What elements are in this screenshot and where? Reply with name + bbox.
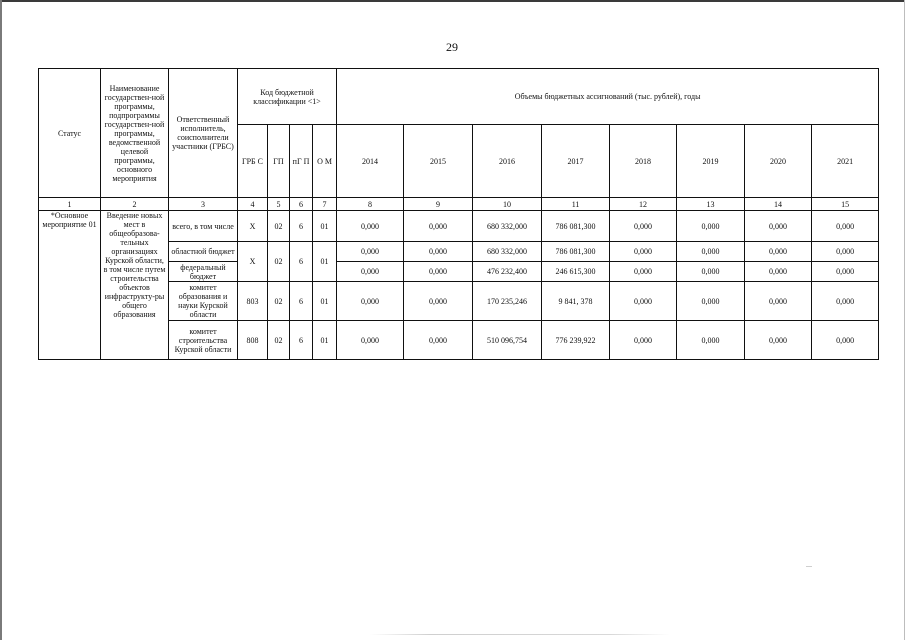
value-cell: 0,000: [745, 282, 812, 321]
column-number: 5: [268, 198, 290, 211]
pgp-cell: 6: [290, 211, 313, 242]
header-year: 2015: [404, 125, 473, 198]
value-cell: 0,000: [812, 321, 879, 360]
header-volumes: Объемы бюджетных ассигнований (тыс. рублей), годы: [337, 69, 879, 125]
value-cell: 0,000: [745, 211, 812, 242]
column-number: 14: [745, 198, 812, 211]
value-cell: 0,000: [677, 282, 745, 321]
gp-cell: 02: [268, 282, 290, 321]
header-year: 2018: [610, 125, 677, 198]
responsible-cell: федеральный бюджет: [169, 262, 238, 282]
column-number: 13: [677, 198, 745, 211]
header-year: 2021: [812, 125, 879, 198]
column-number: 8: [337, 198, 404, 211]
value-cell: 0,000: [404, 282, 473, 321]
value-cell: 680 332,000: [473, 242, 542, 262]
column-number: 12: [610, 198, 677, 211]
column-number: 3: [169, 198, 238, 211]
value-cell: 0,000: [610, 321, 677, 360]
value-cell: 786 081,300: [542, 242, 610, 262]
grbs-cell: 808: [238, 321, 268, 360]
value-cell: 0,000: [812, 262, 879, 282]
pgp-cell: 6: [290, 321, 313, 360]
value-cell: 0,000: [610, 242, 677, 262]
column-number: 7: [313, 198, 337, 211]
scan-edge-left: [0, 0, 2, 640]
value-cell: 0,000: [337, 282, 404, 321]
value-cell: 0,000: [610, 211, 677, 242]
scan-speck: [806, 566, 812, 567]
value-cell: 0,000: [677, 211, 745, 242]
om-cell: 01: [313, 282, 337, 321]
value-cell: 0,000: [745, 262, 812, 282]
om-cell: 01: [313, 321, 337, 360]
value-cell: 0,000: [812, 242, 879, 262]
value-cell: 0,000: [337, 262, 404, 282]
header-year: 2017: [542, 125, 610, 198]
value-cell: 0,000: [677, 262, 745, 282]
value-cell: 0,000: [337, 242, 404, 262]
column-number: 10: [473, 198, 542, 211]
value-cell: 9 841, 378: [542, 282, 610, 321]
value-cell: 510 096,754: [473, 321, 542, 360]
column-number: 15: [812, 198, 879, 211]
value-cell: 786 081,300: [542, 211, 610, 242]
program-name-cell: Введение новых мест в общеобразова-тельных организациях Курской области, в том числе путем строительства объектов инфраструкту-ры общего образования: [101, 211, 169, 360]
responsible-cell: комитет строительства Курской области: [169, 321, 238, 360]
header-year: 2016: [473, 125, 542, 198]
value-cell: 0,000: [404, 262, 473, 282]
column-number: 4: [238, 198, 268, 211]
responsible-cell: всего, в том числе: [169, 211, 238, 242]
column-number: 6: [290, 198, 313, 211]
value-cell: 0,000: [812, 282, 879, 321]
header-gp: ГП: [268, 125, 290, 198]
column-number-row: [39, 198, 879, 211]
header-status: Статус: [39, 69, 101, 198]
value-cell: 246 615,300: [542, 262, 610, 282]
header-year: 2020: [745, 125, 812, 198]
scan-bleed-through: [370, 634, 670, 635]
om-cell: 01: [313, 211, 337, 242]
grbs-cell: Х: [238, 242, 268, 282]
value-cell: 476 232,400: [473, 262, 542, 282]
value-cell: 0,000: [404, 242, 473, 262]
value-cell: 0,000: [404, 321, 473, 360]
header-row-1: [39, 69, 879, 125]
responsible-cell: областной бюджет: [169, 242, 238, 262]
column-number: 1: [39, 198, 101, 211]
value-cell: 0,000: [677, 321, 745, 360]
value-cell: 0,000: [745, 242, 812, 262]
gp-cell: 02: [268, 321, 290, 360]
responsible-cell: комитет образования и науки Курской области: [169, 282, 238, 321]
column-number: 11: [542, 198, 610, 211]
header-grbs: ГРБ С: [238, 125, 268, 198]
value-cell: 0,000: [610, 262, 677, 282]
value-cell: 0,000: [812, 211, 879, 242]
page-number: 29: [446, 40, 458, 54]
value-cell: 0,000: [337, 211, 404, 242]
value-cell: 0,000: [337, 321, 404, 360]
budget-table: [38, 68, 879, 360]
pgp-cell: 6: [290, 282, 313, 321]
grbs-cell: Х: [238, 211, 268, 242]
header-year: 2014: [337, 125, 404, 198]
header-responsible: Ответственный исполнитель, соисполнители участники (ГРБС): [169, 69, 238, 198]
value-cell: 0,000: [745, 321, 812, 360]
status-cell: *Основное мероприятие 01: [39, 211, 101, 360]
grbs-cell: 803: [238, 282, 268, 321]
value-cell: 0,000: [610, 282, 677, 321]
column-number: 9: [404, 198, 473, 211]
pgp-cell: 6: [290, 242, 313, 282]
column-number: 2: [101, 198, 169, 211]
header-om: О М: [313, 125, 337, 198]
om-cell: 01: [313, 242, 337, 282]
scan-edge-top: [0, 0, 905, 2]
value-cell: 0,000: [677, 242, 745, 262]
header-pgp: пГ П: [290, 125, 313, 198]
gp-cell: 02: [268, 242, 290, 282]
header-year: 2019: [677, 125, 745, 198]
value-cell: 776 239,922: [542, 321, 610, 360]
value-cell: 170 235,246: [473, 282, 542, 321]
value-cell: 680 332,000: [473, 211, 542, 242]
table-row: [39, 211, 879, 242]
header-program-name: Наименование государствен-ной программы, подпрограммы государствен-ной программы, ведомственной целевой программы, основного мероприятия: [101, 69, 169, 198]
header-budget-code: Код бюджетной классификации <1>: [238, 69, 337, 125]
value-cell: 0,000: [404, 211, 473, 242]
gp-cell: 02: [268, 211, 290, 242]
